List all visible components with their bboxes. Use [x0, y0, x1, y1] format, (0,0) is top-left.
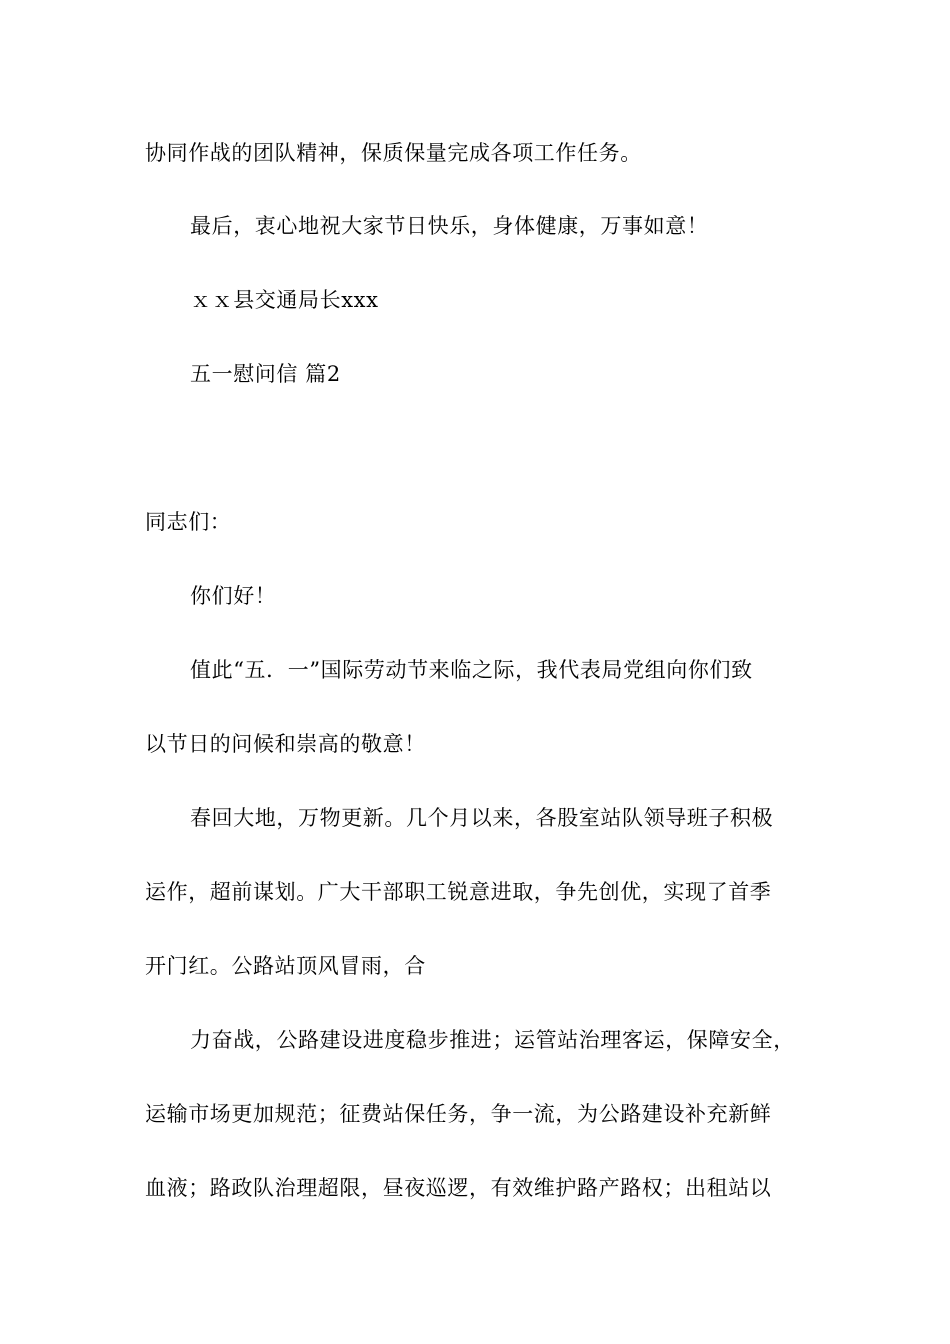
- salutation: 同志们：: [145, 510, 232, 534]
- paragraph-line: 以节日的问候和崇高的敬意！: [145, 732, 426, 756]
- greeting: 你们好！: [190, 584, 277, 608]
- paragraph-line: 值此“五．一”国际劳动节来临之际，我代表局党组向你们致: [190, 658, 753, 682]
- paragraph-line: 运作，超前谋划。广大干部职工锐意进取，争先创优，实现了首季: [145, 880, 772, 904]
- signature: ｘｘ县交通局长xxx: [190, 288, 379, 312]
- paragraph-line: 协同作战的团队精神，保质保量完成各项工作任务。: [145, 141, 642, 165]
- paragraph-line: 血液；路政队治理超限，昼夜巡逻，有效维护路产路权；出租站以: [145, 1176, 772, 1200]
- paragraph-line: 春回大地，万物更新。几个月以来，各股室站队领导班子积极: [190, 806, 774, 830]
- section-heading: 五一慰问信 篇2: [190, 362, 341, 386]
- closing-wishes: 最后，衷心地祝大家节日快乐，身体健康，万事如意！: [190, 214, 709, 238]
- paragraph-line: 力奋战，公路建设进度稳步推进；运管站治理客运，保障安全，: [190, 1028, 795, 1052]
- paragraph-line: 运输市场更加规范；征费站保任务，争一流，为公路建设补充新鲜: [145, 1102, 772, 1126]
- paragraph-line: 开门红。公路站顶风冒雨，合: [145, 954, 426, 978]
